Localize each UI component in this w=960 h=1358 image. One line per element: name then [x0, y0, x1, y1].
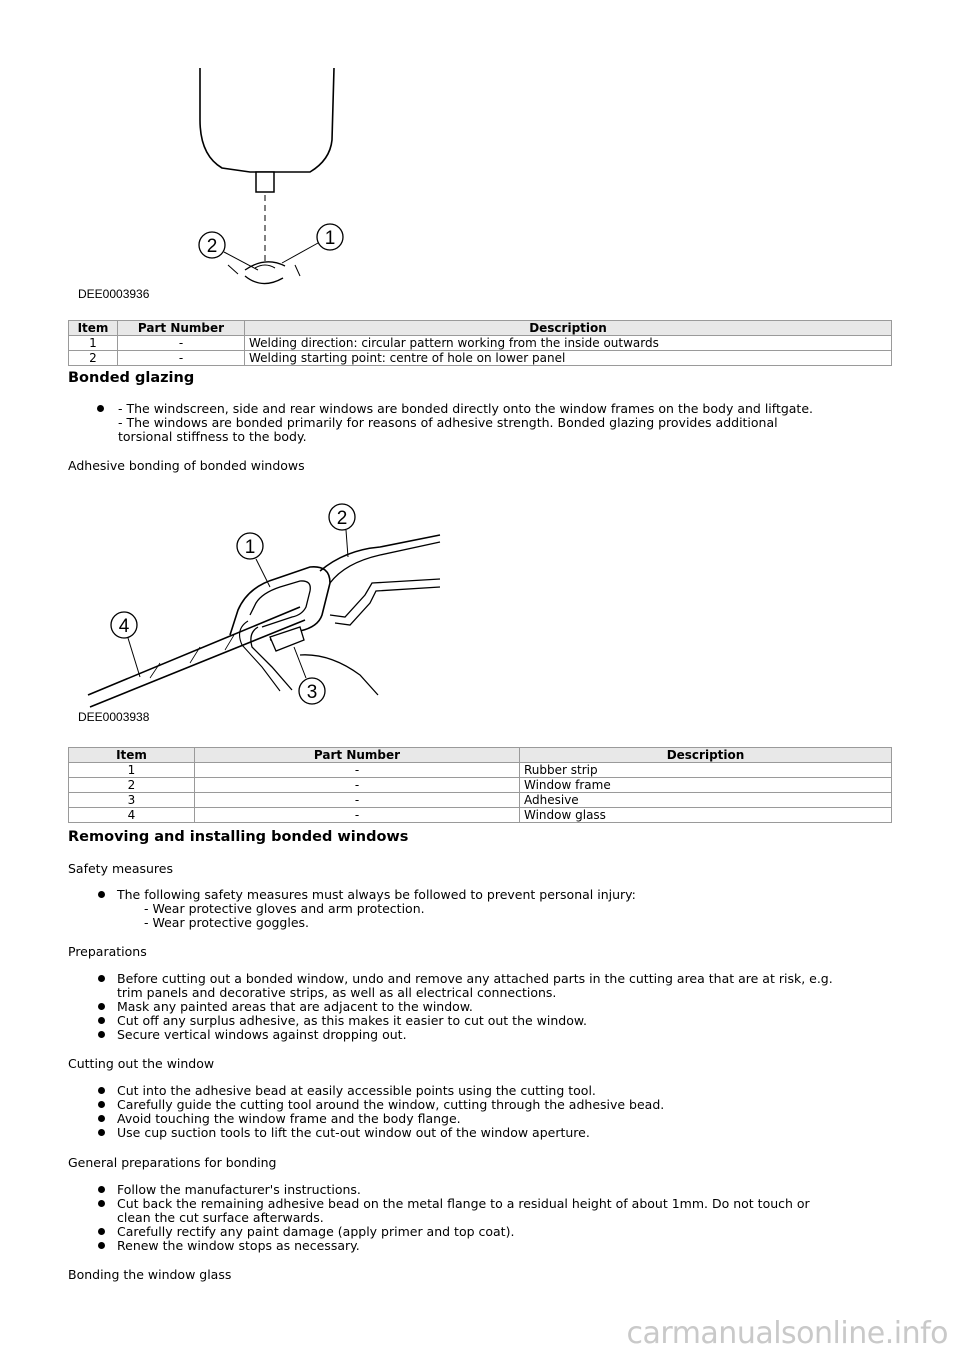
bullet-text: Cut into the adhesive bead at easily accessible points using the cutting tool. — [117, 1083, 596, 1098]
tick-mark-right — [295, 265, 300, 276]
bullet-text: Use cup suction tools to lift the cut-out window out of the window aperture. — [117, 1125, 590, 1140]
list-item — [98, 1028, 898, 1042]
list-item — [98, 972, 898, 1000]
frame-flange-lower — [335, 587, 440, 625]
list-item — [98, 1000, 898, 1014]
trim-hook-outer — [240, 621, 280, 691]
cell-item: 2 — [69, 351, 118, 366]
bullet-text: Carefully guide the cutting tool around the window, cutting through the adhesive bead. — [117, 1097, 665, 1112]
parts-table-2 — [68, 747, 892, 823]
glass-hatching — [150, 635, 234, 678]
bullet-text-line: torsional stiffness to the body. — [118, 429, 307, 444]
cell-description: Welding direction: circular pattern working from the inside outwards — [245, 336, 892, 351]
safety-list — [98, 888, 898, 930]
figure-code: DEE0003936 — [78, 287, 150, 301]
list-item — [98, 1098, 898, 1112]
header-item: Item — [69, 748, 195, 763]
section-heading-bonded-glazing: Bonded glazing — [68, 370, 195, 386]
callout-1: 1 — [244, 537, 256, 558]
header-description: Description — [245, 321, 892, 336]
list-item — [98, 888, 898, 930]
callout-3: 3 — [306, 682, 318, 703]
bullet-icon — [98, 1186, 105, 1193]
circular-arrow-inner — [255, 265, 275, 268]
list-item — [98, 1225, 898, 1239]
callout-4-leader — [128, 638, 140, 677]
bullet-text-line: - The windscreen, side and rear windows are bonded directly onto the window frames on the body and liftgate. — [118, 401, 814, 416]
bullet-icon — [98, 1087, 105, 1094]
bullet-icon — [98, 1200, 105, 1207]
bullet-text: Mask any painted areas that are adjacent to the window. — [117, 999, 473, 1014]
list-item — [98, 1084, 898, 1098]
welding-figure — [0, 60, 420, 305]
bullet-icon — [98, 1228, 105, 1235]
bullet-icon — [98, 1242, 105, 1249]
welding-nozzle — [256, 172, 274, 192]
bullet-text: Avoid touching the window frame and the body flange. — [117, 1111, 461, 1126]
bullet-text: Secure vertical windows against dropping out. — [117, 1027, 407, 1042]
cell-description: Window frame — [520, 778, 892, 793]
subheading-bonding: Bonding the window glass — [68, 1267, 232, 1282]
cutting-list — [98, 1084, 898, 1140]
table-row — [69, 778, 892, 793]
callout-2: 2 — [206, 236, 218, 257]
sub-item-text: - Wear protective goggles. — [144, 915, 310, 930]
header-description: Description — [520, 748, 892, 763]
bullet-text-line: - The windows are bonded primarily for reasons of adhesive strength. Bonded glazing provides additional — [118, 415, 778, 430]
table-row — [69, 336, 892, 351]
adhesive-bead — [270, 627, 304, 651]
cell-item: 1 — [69, 336, 118, 351]
header-item: Item — [69, 321, 118, 336]
cell-description: Adhesive — [520, 793, 892, 808]
sub-item-text: - Wear protective gloves and arm protection. — [144, 901, 425, 916]
tick-mark-left — [228, 265, 238, 274]
figure-code: DEE0003938 — [78, 710, 150, 724]
list-item — [98, 1126, 898, 1140]
welding-gun-outline — [200, 68, 334, 172]
subheading-cutting: Cutting out the window — [68, 1056, 215, 1071]
cell-item: 2 — [69, 778, 195, 793]
bullet-text-line: Cut back the remaining adhesive bead on the metal flange to a residual height of about 1mm. Do not touch or — [117, 1196, 810, 1211]
frame-flange — [330, 579, 440, 617]
bullet-icon — [98, 1115, 105, 1122]
parts-table-1 — [68, 320, 892, 366]
cell-description: Window glass — [520, 808, 892, 823]
preparations-list — [98, 972, 898, 1042]
bullet-text-line: Before cutting out a bonded window, undo and remove any attached parts in the cutting area that are at risk, e.g. — [117, 971, 833, 986]
table-row — [69, 808, 892, 823]
list-item — [98, 1183, 898, 1197]
cell-part-number: - — [118, 351, 245, 366]
cell-description: Rubber strip — [520, 763, 892, 778]
callout-1-leader — [282, 243, 318, 263]
subheading-preparations: Preparations — [68, 944, 147, 959]
rubber-strip-inner — [250, 581, 310, 627]
bullet-text: Follow the manufacturer's instructions. — [117, 1182, 361, 1197]
figure-caption: Adhesive bonding of bonded windows — [68, 458, 305, 473]
subheading-general-preparations: General preparations for bonding — [68, 1155, 277, 1170]
bullet-icon — [98, 1101, 105, 1108]
cell-part-number: - — [195, 763, 520, 778]
cell-item: 1 — [69, 763, 195, 778]
cell-item: 3 — [69, 793, 195, 808]
cell-part-number: - — [195, 778, 520, 793]
cell-description: Welding starting point: centre of hole on lower panel — [245, 351, 892, 366]
bullet-text: The following safety measures must always be followed to prevent personal injury: — [117, 887, 636, 902]
bullet-icon — [98, 1003, 105, 1010]
cell-item: 4 — [69, 808, 195, 823]
callout-2-leader — [346, 530, 348, 557]
callout-4: 4 — [118, 616, 130, 637]
callout-3-leader — [294, 647, 306, 678]
cell-part-number: - — [118, 336, 245, 351]
bullet-text-line: clean the cut surface afterwards. — [117, 1210, 324, 1225]
bullet-icon — [98, 1017, 105, 1024]
table-header-row — [69, 321, 892, 336]
bullet-icon — [98, 891, 105, 898]
list-item — [98, 1197, 898, 1225]
callout-2: 2 — [336, 508, 348, 529]
frame-top-inner — [330, 542, 440, 583]
bullet-icon — [97, 405, 104, 412]
cell-part-number: - — [195, 793, 520, 808]
welding-diagram — [0, 60, 420, 305]
bullet-text: Cut off any surplus adhesive, as this makes it easier to cut out the window. — [117, 1013, 587, 1028]
bonded-window-figure — [0, 495, 460, 730]
callout-2-leader — [224, 252, 258, 270]
table-row — [69, 351, 892, 366]
bullet-icon — [98, 1031, 105, 1038]
header-part-number: Part Number — [118, 321, 245, 336]
callout-1-leader — [256, 559, 270, 587]
subheading-safety: Safety measures — [68, 861, 173, 876]
list-item — [98, 1112, 898, 1126]
general-preparations-list — [98, 1183, 898, 1253]
bullet-text: Renew the window stops as necessary. — [117, 1238, 360, 1253]
bullet-icon — [98, 975, 105, 982]
bonded-glazing-list — [98, 402, 898, 444]
circular-arrow-lower — [245, 276, 283, 284]
table-header-row — [69, 748, 892, 763]
bullet-text-line: trim panels and decorative strips, as well as all electrical connections. — [117, 985, 557, 1000]
watermark: carmanualsonline.info — [626, 1316, 948, 1351]
list-item — [98, 1239, 898, 1253]
list-item — [98, 1014, 898, 1028]
bullet-text: Carefully rectify any paint damage (apply primer and top coat). — [117, 1224, 515, 1239]
frame-top-edge — [320, 535, 440, 571]
section-heading-removing: Removing and installing bonded windows — [68, 829, 409, 845]
table-row — [69, 793, 892, 808]
cell-part-number: - — [195, 808, 520, 823]
callout-1: 1 — [324, 228, 336, 249]
bullet-icon — [98, 1129, 105, 1136]
bonded-window-diagram — [0, 495, 460, 730]
header-part-number: Part Number — [195, 748, 520, 763]
list-item — [98, 402, 898, 444]
table-row — [69, 763, 892, 778]
